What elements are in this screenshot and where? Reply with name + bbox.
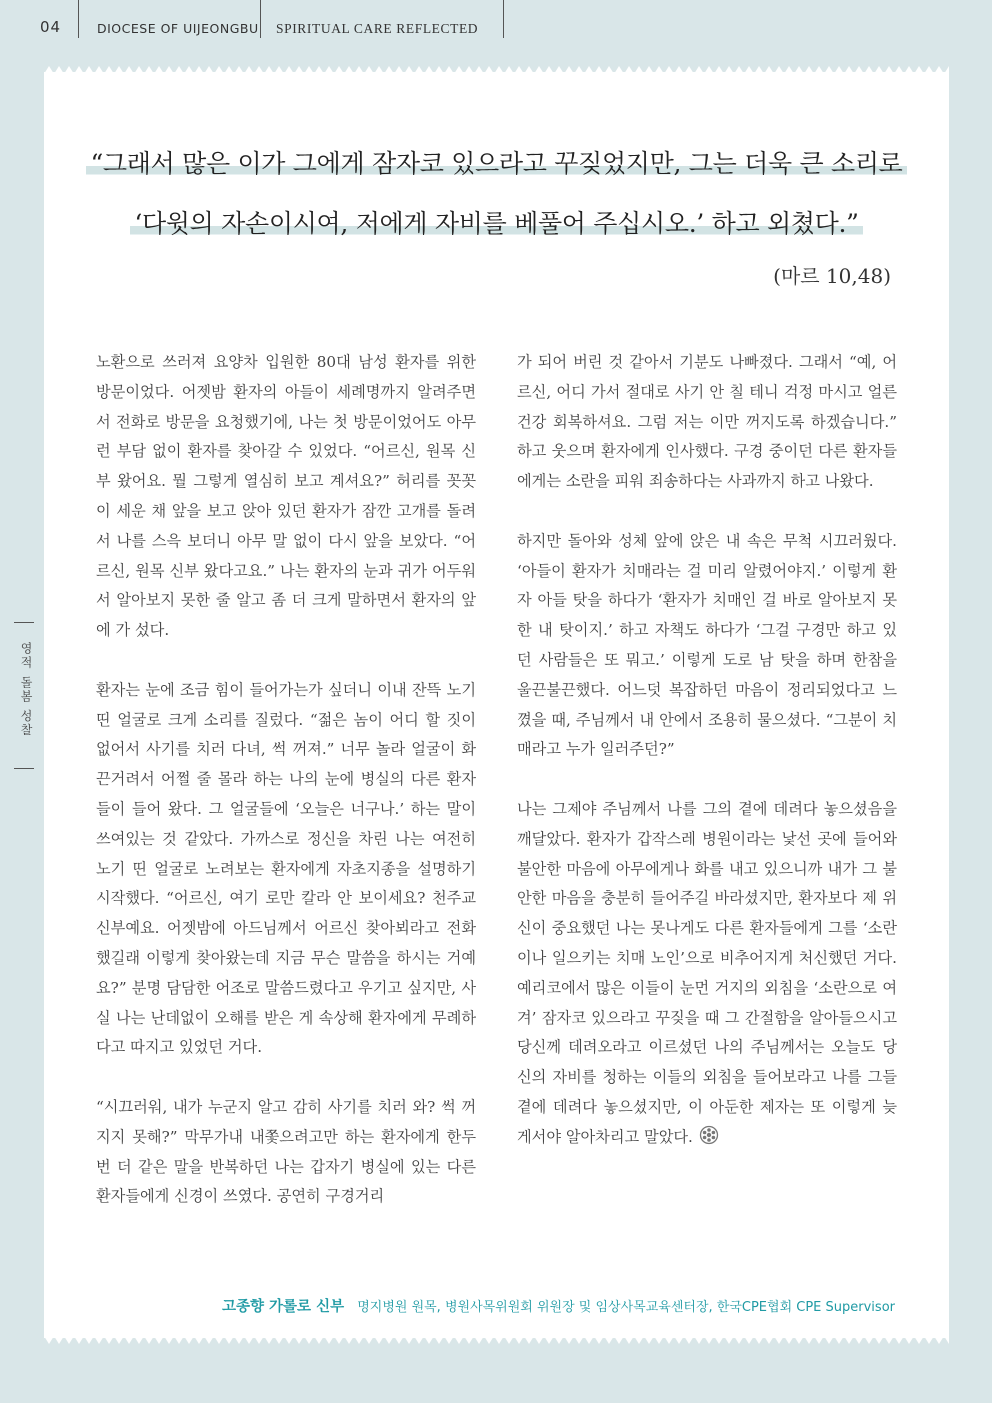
page-header (0, 0, 992, 60)
zigzag-bottom-edge (44, 1336, 949, 1346)
end-mark-icon (699, 1125, 719, 1145)
side-label-text: 영적 돌봄 성찰 (19, 642, 33, 738)
page-number: 04 (40, 18, 62, 36)
scripture-citation: (마르 10,48) (773, 264, 891, 288)
scripture-quote-line-2 (44, 204, 949, 240)
paragraph: 환자는 눈에 조금 힘이 들어가는가 싶더니 이내 잔뜩 노기 띤 얼굴로 크게 소리를 질렀다. “젊은 놈이 어디 할 짓이 없어서 사기를 치러 다녀, 썩 꺼져.” 너무 놀라 얼굴이 화끈거려서 어쩔 줄 몰라 하는 나의 눈에 병실의 다른 환자들이 들어 왔다. 그 얼굴들에 ‘오늘은 너구나.’ 하는 말이 쓰여있는 것 같았다. 가까스로 정신을 차린 나는 여전히 노기 띤 얼굴로 노려보는 환자에게 자초지종을 설명하기 시작했다. “어르신, 여기 로만 칼라 안 보이세요? 천주교 신부예요. 어젯밤에 아드님께서 어르신 찾아뵈라고 전화했길래 이렇게 찾아왔는데 지금 무슨 말씀을 하시는 거예요?” 분명 담담한 어조로 말씀드렸다고 우기고 싶지만, 사실 나는 난데없이 오해를 받은 게 속상해 환자에게 무례하다고 따지고 있었던 거다. (96, 680, 476, 1057)
scripture-quote-line-1 (44, 144, 949, 180)
author-role: 명지병원 원목, 병원사목위원회 위원장 및 임상사목교육센터장, 한국CPE협회 CPE Supervisor (357, 1300, 895, 1315)
side-tick (14, 622, 34, 623)
author-name: 고종향 가롤로 신부 (221, 1299, 345, 1315)
body-column-right (517, 348, 897, 1182)
paragraph: 가 되어 버린 것 같아서 기분도 나빠졌다. 그래서 “예, 어르신, 어디 가서 절대로 사기 안 칠 테니 걱정 마시고 얼른 건강 회복하셔요. 그럼 저는 이만 꺼지도록 하겠습니다.” 하고 웃으며 환자에게 인사했다. 구경 중이던 다른 환자들에게는 소란을 피워 죄송하다는 사과까지 하고 나왔다. (517, 353, 897, 491)
body-column-left (96, 348, 476, 1242)
paragraph: 노환으로 쓰러져 요양차 입원한 80대 남성 환자를 위한 방문이었다. 어젯밤 환자의 아들이 세례명까지 알려주면서 전화로 방문을 요청했기에, 나는 첫 방문이었어도 아무런 부담 없이 환자를 찾아갈 수 있었다. “어르신, 원목 신부 왔어요. 뭘 그렇게 열심히 보고 계셔요?” 허리를 꼿꼿이 세운 채 앞을 보고 앉아 있던 환자가 잠깐 고개를 돌려서 나를 스윽 보더니 아무 말 없이 다시 앞을 보았다. “어르신, 원목 신부 왔다고요.” 나는 환자의 눈과 귀가 어두워서 알아보지 못한 줄 알고 좀 더 크게 말하면서 환자의 앞에 가 섰다. (96, 353, 476, 640)
series-title: SPIRITUAL CARE REFLECTED (276, 21, 479, 36)
diocese-name: DIOCESE OF UIJEONGBU (97, 21, 259, 36)
header-divider (260, 0, 261, 38)
quote-text: “그래서 많은 이가 그에게 잠자코 있으라고 꾸짖었지만, 그는 더욱 큰 소리로 (86, 149, 906, 178)
paragraph-last (517, 795, 897, 1153)
header-divider (503, 0, 504, 38)
header-divider (78, 0, 79, 38)
side-section-label (14, 622, 34, 772)
paragraph-text: 나는 그제야 주님께서 나를 그의 곁에 데려다 놓으셨음을 깨달았다. 환자가 갑작스레 병원이라는 낯선 곳에 들어와 불안한 마음에 아무에게나 화를 내고 있으니까 내가 그 불안한 마음을 충분히 들어주길 바라셨지만, 환자보다 제 위신이 중요했던 나는 못나게도 다른 환자들에게 그를 ‘소란이나 일으키는 치매 노인’으로 비추어지게 처신했던 거다. 예리코에서 많은 이들이 눈먼 거지의 외침을 ‘소란으로 여겨’ 잠자코 있으라고 꾸짖을 때 그 간절함을 알아들으시고 당신께 데려오라고 이르셨던 나의 주님께서는 오늘도 당신의 자비를 청하는 이들의 외침을 들어보라고 나를 그들 곁에 데려다 놓으셨지만, 이 아둔한 제자는 또 이렇게 늦게서야 알아차리고 말았다. (517, 799, 897, 1146)
author-credit (222, 1295, 895, 1316)
paragraph: “시끄러워, 내가 누군지 알고 감히 사기를 치러 와? 썩 꺼지지 못해?” 막무가내 내쫓으려고만 하는 환자에게 한두 번 더 같은 말을 반복하던 나는 갑자기 병실에 있는 다른 환자들에게 신경이 쓰였다. 공연히 구경거리 (96, 1097, 476, 1206)
article-card (44, 64, 949, 1346)
paragraph: 하지만 돌아와 성체 앞에 앉은 내 속은 무척 시끄러웠다. ‘아들이 환자가 치매라는 걸 미리 알렸어야지.’ 이렇게 환자 아들 탓을 하다가 ‘환자가 치매인 걸 바로 알아보지 못한 내 탓이지.’ 하고 자책도 하다가 ‘그걸 구경만 하고 있던 사람들은 또 뭐고.’ 이렇게 도로 남 탓을 하며 한참을 울끈불끈했다. 어느덧 복잡하던 마음이 정리되었다고 느꼈을 때, 주님께서 내 안에서 조용히 물으셨다. “그분이 치매라고 누가 일러주던?” (517, 531, 897, 759)
side-tick (14, 768, 34, 769)
quote-text: ‘다윗의 자손이시여, 저에게 자비를 베풀어 주십시오.’ 하고 외쳤다.” (130, 209, 862, 238)
